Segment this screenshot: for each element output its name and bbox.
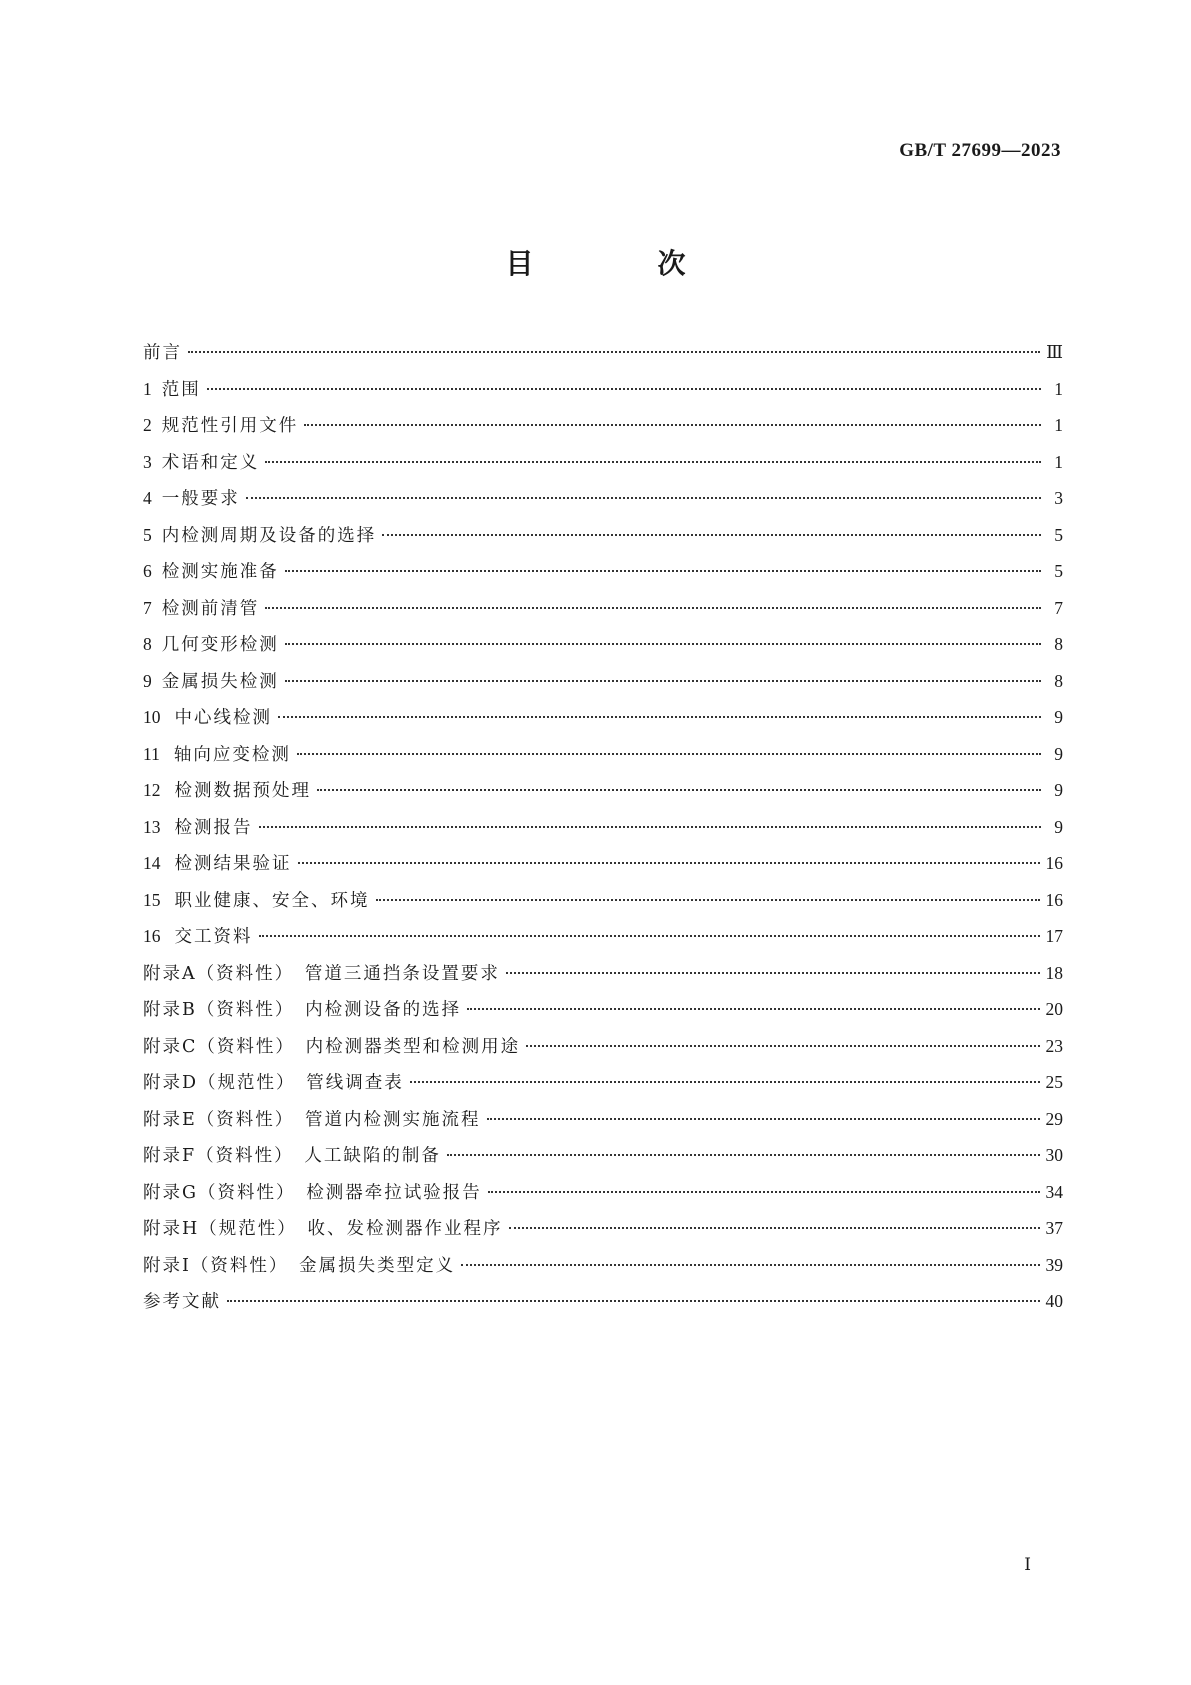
toc-entry-number: 12 bbox=[143, 780, 161, 800]
toc-entry-page: Ⅲ bbox=[1046, 342, 1063, 362]
toc-entry-number: 16 bbox=[143, 926, 161, 946]
toc-entry-title: 轴向应变检测 bbox=[173, 744, 291, 765]
toc-entry-page: 7 bbox=[1054, 597, 1063, 618]
toc-entry[interactable] bbox=[143, 1143, 1063, 1180]
toc-entry-title: 附录D（规范性） 管线调查表 bbox=[143, 1073, 404, 1093]
dot-leader bbox=[382, 534, 1041, 536]
toc-entry-page: 9 bbox=[1054, 816, 1063, 837]
toc-entry-title: 附录E（资料性） 管道内检测实施流程 bbox=[143, 1109, 481, 1130]
toc-entry-page: 30 bbox=[1045, 1145, 1063, 1165]
toc-entry-number: 3 bbox=[143, 451, 152, 472]
toc-entry[interactable] bbox=[143, 486, 1063, 523]
dot-leader bbox=[278, 716, 1041, 718]
table-of-contents bbox=[143, 340, 1063, 1326]
toc-entry-page: 1 bbox=[1054, 415, 1063, 435]
toc-entry-title: 检测报告 bbox=[174, 817, 253, 838]
toc-entry[interactable] bbox=[143, 669, 1063, 706]
toc-entry[interactable] bbox=[143, 742, 1063, 779]
dot-leader bbox=[285, 680, 1041, 682]
dot-leader bbox=[488, 1191, 1040, 1193]
dot-leader bbox=[259, 935, 1040, 937]
toc-entry-title: 附录B（资料性） 内检测设备的选择 bbox=[143, 1000, 462, 1020]
toc-entry[interactable] bbox=[143, 961, 1063, 998]
dot-leader bbox=[298, 862, 1040, 864]
toc-entry-number: 8 bbox=[143, 634, 152, 654]
toc-entry-title: 规范性引用文件 bbox=[161, 416, 299, 436]
dot-leader bbox=[304, 424, 1041, 426]
dot-leader bbox=[461, 1264, 1039, 1266]
dot-leader bbox=[317, 789, 1041, 791]
dot-leader bbox=[246, 497, 1041, 499]
toc-entry-number: 1 bbox=[143, 378, 152, 399]
toc-entry[interactable] bbox=[143, 1253, 1063, 1290]
toc-entry-page: 8 bbox=[1054, 670, 1063, 691]
toc-entry-title: 一般要求 bbox=[161, 489, 240, 509]
toc-entry-title: 交工资料 bbox=[174, 927, 253, 947]
dot-leader bbox=[297, 753, 1041, 755]
toc-entry-page: 5 bbox=[1054, 561, 1063, 581]
dot-leader bbox=[467, 1008, 1039, 1010]
toc-entry-title: 附录H（规范性） 收、发检测器作业程序 bbox=[143, 1219, 503, 1239]
toc-entry[interactable] bbox=[143, 815, 1063, 852]
toc-entry-title: 检测前清管 bbox=[161, 598, 260, 619]
toc-entry-page: 9 bbox=[1054, 707, 1063, 727]
toc-entry-title: 附录I（资料性） 金属损失类型定义 bbox=[143, 1255, 456, 1276]
toc-entry-page: 17 bbox=[1045, 926, 1063, 946]
dot-leader bbox=[265, 461, 1041, 463]
toc-entry[interactable] bbox=[143, 851, 1063, 888]
dot-leader bbox=[509, 1227, 1040, 1229]
toc-entry-page: 25 bbox=[1045, 1072, 1063, 1092]
toc-entry-page: 9 bbox=[1054, 743, 1063, 764]
toc-entry[interactable] bbox=[143, 888, 1063, 925]
toc-entry-number: 6 bbox=[143, 561, 152, 581]
toc-entry-title: 检测实施准备 bbox=[161, 562, 279, 582]
dot-leader bbox=[526, 1045, 1039, 1047]
toc-entry[interactable] bbox=[143, 1180, 1063, 1217]
toc-entry-page: 23 bbox=[1045, 1035, 1063, 1056]
standard-code: GB/T 27699—2023 bbox=[899, 140, 1061, 161]
toc-entry-page: 39 bbox=[1045, 1254, 1063, 1275]
toc-entry[interactable] bbox=[143, 413, 1063, 450]
toc-entry[interactable] bbox=[143, 778, 1063, 815]
toc-entry[interactable] bbox=[143, 340, 1063, 377]
toc-entry-number: 7 bbox=[143, 597, 152, 618]
toc-entry[interactable] bbox=[143, 705, 1063, 742]
dot-leader bbox=[285, 570, 1041, 572]
toc-entry[interactable] bbox=[143, 1070, 1063, 1107]
dot-leader bbox=[447, 1154, 1040, 1156]
toc-entry[interactable] bbox=[143, 924, 1063, 961]
toc-entry-number: 13 bbox=[143, 816, 161, 837]
toc-entry-title: 附录A（资料性） 管道三通挡条设置要求 bbox=[143, 963, 500, 984]
toc-entry[interactable] bbox=[143, 1107, 1063, 1144]
toc-entry-title: 检测数据预处理 bbox=[174, 781, 311, 801]
toc-entry-title: 内检测周期及设备的选择 bbox=[161, 525, 377, 546]
toc-entry-title: 金属损失检测 bbox=[161, 671, 279, 692]
toc-entry-title: 范围 bbox=[161, 379, 201, 400]
dot-leader bbox=[265, 607, 1041, 609]
toc-entry-title: 附录F（资料性） 人工缺陷的制备 bbox=[143, 1146, 441, 1166]
dot-leader bbox=[207, 388, 1041, 390]
dot-leader bbox=[188, 351, 1040, 353]
toc-entry[interactable] bbox=[143, 997, 1063, 1034]
toc-entry-title: 术语和定义 bbox=[161, 452, 260, 473]
toc-entry[interactable] bbox=[143, 450, 1063, 487]
toc-entry-title: 附录G（资料性） 检测器牵拉试验报告 bbox=[143, 1182, 482, 1203]
toc-entry[interactable] bbox=[143, 1034, 1063, 1071]
toc-entry-page: 37 bbox=[1045, 1218, 1063, 1238]
page-number: Ⅰ bbox=[1024, 1555, 1031, 1574]
dot-leader bbox=[376, 899, 1040, 901]
dot-leader bbox=[259, 826, 1042, 828]
dot-leader bbox=[506, 972, 1040, 974]
dot-leader bbox=[410, 1081, 1040, 1083]
toc-entry-number: 15 bbox=[143, 889, 161, 910]
toc-entry[interactable] bbox=[143, 377, 1063, 414]
toc-entry-page: 16 bbox=[1045, 853, 1063, 873]
toc-entry-page: 9 bbox=[1054, 780, 1063, 800]
page-title: 目 次 bbox=[505, 247, 734, 280]
toc-entry-title: 附录C（资料性） 内检测器类型和检测用途 bbox=[143, 1036, 521, 1057]
toc-entry-number: 10 bbox=[143, 707, 161, 727]
toc-entry-page: 1 bbox=[1054, 451, 1063, 472]
toc-entry[interactable] bbox=[143, 1289, 1063, 1326]
toc-entry[interactable] bbox=[143, 596, 1063, 633]
toc-entry-page: 34 bbox=[1045, 1181, 1063, 1202]
toc-entry-page: 18 bbox=[1045, 962, 1063, 983]
toc-entry-number: 2 bbox=[143, 415, 152, 435]
toc-entry[interactable] bbox=[143, 632, 1063, 669]
toc-entry[interactable] bbox=[143, 559, 1063, 596]
toc-entry[interactable] bbox=[143, 1216, 1063, 1253]
dot-leader bbox=[487, 1118, 1040, 1120]
toc-entry[interactable] bbox=[143, 523, 1063, 560]
toc-entry-number: 4 bbox=[143, 488, 152, 508]
toc-entry-title: 参考文献 bbox=[143, 1292, 221, 1312]
toc-entry-page: 16 bbox=[1045, 889, 1063, 910]
toc-entry-number: 14 bbox=[143, 853, 161, 873]
toc-entry-title: 检测结果验证 bbox=[174, 854, 292, 874]
toc-entry-page: 5 bbox=[1054, 524, 1063, 545]
toc-entry-page: 1 bbox=[1054, 378, 1063, 399]
dot-leader bbox=[227, 1300, 1040, 1302]
toc-entry-page: 20 bbox=[1045, 999, 1063, 1019]
dot-leader bbox=[285, 643, 1041, 645]
toc-entry-page: 40 bbox=[1045, 1291, 1063, 1311]
toc-entry-page: 29 bbox=[1045, 1108, 1063, 1129]
toc-entry-number: 9 bbox=[143, 670, 152, 691]
toc-entry-title: 职业健康、安全、环境 bbox=[174, 890, 370, 911]
toc-entry-title: 中心线检测 bbox=[174, 708, 272, 728]
toc-entry-page: 3 bbox=[1054, 488, 1063, 508]
toc-entry-title: 几何变形检测 bbox=[161, 635, 279, 655]
toc-entry-number: 5 bbox=[143, 524, 152, 545]
toc-entry-title: 前言 bbox=[143, 343, 182, 363]
toc-entry-number: 11 bbox=[143, 743, 160, 764]
toc-entry-page: 8 bbox=[1054, 634, 1063, 654]
